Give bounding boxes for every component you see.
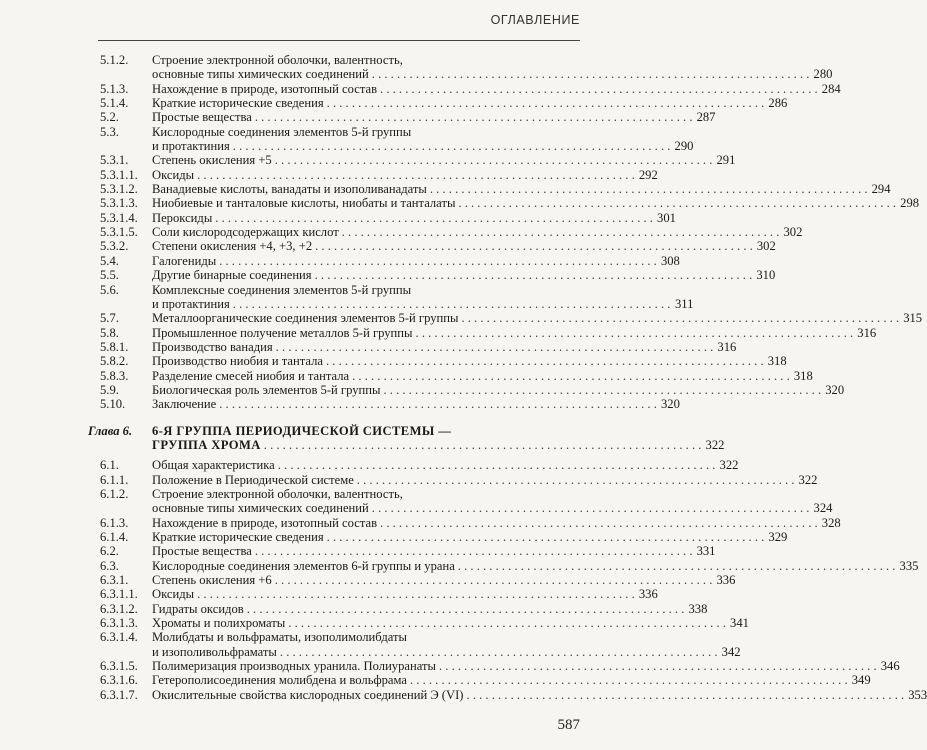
section-number: 5.1.3. <box>100 81 129 96</box>
section-number: 6.3.1.1. <box>100 587 138 602</box>
section-number: 5.3. <box>100 124 119 139</box>
toc-entry <box>100 96 788 111</box>
entry-line <box>152 340 736 354</box>
entry-body <box>152 397 680 411</box>
dot-leader <box>380 516 818 530</box>
entry-page-number: 302 <box>783 225 803 240</box>
toc-entry <box>100 124 694 154</box>
section-number: 6.1. <box>100 458 119 473</box>
entry-line <box>152 424 724 438</box>
dot-leader <box>219 254 657 268</box>
dot-leader <box>276 340 714 354</box>
entry-page-number: 291 <box>716 153 736 168</box>
entry-line <box>152 645 741 659</box>
entry-title: Строение электронной оболочки, валентность, <box>152 486 403 501</box>
dot-leader <box>278 458 716 472</box>
toc-entry <box>100 153 736 168</box>
entry-page-number: 338 <box>688 601 708 616</box>
toc-entry <box>100 167 658 182</box>
dot-leader <box>342 225 780 239</box>
section-number: 6.3.1.7. <box>100 687 138 702</box>
entry-page-number: 302 <box>756 239 776 254</box>
entry-line <box>152 616 749 630</box>
entry-line <box>152 559 918 573</box>
entry-title: и изополивольфраматы <box>152 644 277 659</box>
toc-entry <box>100 687 927 702</box>
entry-title: Галогениды <box>152 253 217 268</box>
dot-leader <box>255 110 693 124</box>
entry-page-number: 308 <box>660 253 680 268</box>
toc-entry <box>100 282 694 312</box>
toc-entry <box>100 630 741 659</box>
entry-title: Пероксиды <box>152 210 213 225</box>
entry-body <box>152 516 841 530</box>
entry-body <box>152 487 832 516</box>
entry-page-number: 316 <box>857 325 877 340</box>
dot-leader <box>233 297 671 311</box>
entry-body <box>152 369 813 383</box>
entry-line <box>152 602 707 616</box>
toc-entry <box>100 368 813 383</box>
toc-entry <box>100 110 716 125</box>
entry-line <box>152 268 775 282</box>
entry-body <box>152 53 832 82</box>
toc-entry <box>100 616 749 631</box>
entry-body <box>152 125 693 154</box>
entry-title: Соли кислородсодержащих кислот <box>152 225 339 240</box>
entry-page-number: 315 <box>903 311 923 326</box>
entry-line <box>152 82 841 96</box>
section-number: 6.2. <box>100 544 119 559</box>
chapter-number: Глава 6. <box>88 423 133 438</box>
entry-title: Заключение <box>152 397 217 412</box>
toc-entry <box>100 239 776 254</box>
page-number: 587 <box>557 717 580 733</box>
entry-title: Строение электронной оболочки, валентность, <box>152 53 403 67</box>
section-number: 5.3.1.4. <box>100 210 138 225</box>
toc-entry <box>100 253 680 268</box>
toc-entry <box>100 339 737 354</box>
section-number: 5.1.4. <box>100 96 129 111</box>
entry-title: основные типы химических соединений <box>152 501 369 516</box>
entry-page-number: 286 <box>768 96 788 111</box>
section-number: 6.1.1. <box>100 472 129 487</box>
section-number: 5.2. <box>100 110 119 125</box>
toc-entry <box>100 486 833 516</box>
entry-title: Гетерополисоединения молибдена и вольфрама <box>152 673 407 688</box>
section-number: 5.7. <box>100 311 119 326</box>
dot-leader <box>352 369 790 383</box>
toc-entry <box>100 515 841 530</box>
entry-page-number: 280 <box>813 67 833 82</box>
entry-title: Кислородные соединения элементов 5-й группы <box>152 124 412 139</box>
entry-title: Степень окисления +6 <box>152 573 272 588</box>
section-number: 6.3. <box>100 558 119 573</box>
entry-line <box>152 673 871 687</box>
section-number: 6.3.1.4. <box>100 630 138 645</box>
entry-line <box>152 211 676 225</box>
entry-line <box>152 168 658 182</box>
entry-title: и протактиния <box>152 139 230 154</box>
toc-chapter-entry <box>88 423 725 453</box>
toc-entry <box>100 182 891 197</box>
entry-page-number: 294 <box>871 182 891 197</box>
entry-page-number: 284 <box>821 81 841 96</box>
dot-leader <box>247 602 685 616</box>
entry-body <box>152 573 735 587</box>
entry-body <box>152 673 871 687</box>
entry-page-number: 342 <box>721 644 741 659</box>
entry-title: Степени окисления +4, +3, +2 <box>152 239 313 254</box>
entry-body <box>152 354 787 368</box>
entry-body <box>152 544 715 558</box>
section-number: 6.3.1.6. <box>100 673 138 688</box>
entry-page-number: 328 <box>821 515 841 530</box>
entry-body <box>152 688 927 702</box>
entry-body <box>152 168 658 182</box>
entry-line <box>152 473 817 487</box>
entry-body <box>152 340 736 354</box>
section-number: 5.8.1. <box>100 339 129 354</box>
entry-line <box>152 383 844 397</box>
section-number: 5.3.1. <box>100 153 129 168</box>
entry-page-number: 322 <box>798 472 818 487</box>
entry-body <box>152 82 841 96</box>
entry-line <box>152 297 693 311</box>
entry-page-number: 346 <box>880 659 900 674</box>
dot-leader <box>315 268 753 282</box>
dot-leader <box>439 659 877 673</box>
entry-body <box>152 182 891 196</box>
dot-leader <box>215 211 653 225</box>
entry-title: Полимеризация производных уранила. Полиуранаты <box>152 659 436 674</box>
entry-line <box>152 110 715 124</box>
dot-leader <box>458 559 896 573</box>
entry-title: Гидраты оксидов <box>152 601 244 616</box>
entry-body <box>152 225 802 239</box>
toc-entry <box>100 601 708 616</box>
entry-line <box>152 487 832 501</box>
entry-line <box>152 239 776 253</box>
toc-entry <box>100 210 676 225</box>
entry-line <box>152 587 658 601</box>
entry-page-number: 301 <box>657 210 676 225</box>
entry-line <box>152 139 693 153</box>
dot-leader <box>467 688 905 702</box>
running-header-title: ОГЛАВЛЕНИЕ <box>490 13 580 27</box>
page-header <box>0 0 600 44</box>
entry-line <box>152 283 693 297</box>
entry-title: Разделение смесей ниобия и тантала <box>152 368 350 383</box>
entry-title: Металлоорганические соединения элементов 5-й группы <box>152 311 459 326</box>
toc-entry <box>100 472 818 487</box>
entry-body <box>152 530 787 544</box>
entry-line <box>152 688 927 702</box>
entry-title: Хроматы и полихроматы <box>152 616 286 631</box>
entry-title: основные типы химических соединений <box>152 67 369 82</box>
entry-title: Положение в Периодической системе <box>152 472 354 487</box>
entry-title: Оксиды <box>152 167 195 182</box>
entry-page-number: 353 <box>908 687 927 702</box>
entry-line <box>152 573 735 587</box>
entry-page-number: 292 <box>638 167 658 182</box>
dot-leader <box>357 473 795 487</box>
entry-page-number: 311 <box>674 296 694 311</box>
entry-title: Ниобиевые и танталовые кислоты, ниобаты и танталаты <box>152 196 456 211</box>
entry-body <box>152 211 676 225</box>
dot-leader <box>197 168 635 182</box>
entry-line <box>152 125 693 139</box>
entry-line <box>152 544 715 558</box>
section-number: 6.3.1. <box>100 573 129 588</box>
dot-leader <box>315 239 753 253</box>
dot-leader <box>326 354 764 368</box>
entry-line <box>152 96 787 110</box>
dot-leader <box>280 645 718 659</box>
toc-entry <box>100 53 833 82</box>
entry-title: Комплексные соединения элементов 5-й группы <box>152 282 412 297</box>
entry-title: Промышленное получение металлов 5-й группы <box>152 325 413 340</box>
entry-body <box>152 458 738 472</box>
toc-entry <box>100 311 923 326</box>
dot-leader <box>372 67 810 81</box>
toc-entry <box>100 196 920 211</box>
entry-line <box>152 458 738 472</box>
section-number: 5.5. <box>100 268 119 283</box>
toc-entry <box>100 397 680 412</box>
entry-title: Производство ванадия <box>152 339 273 354</box>
entry-title: и протактиния <box>152 296 230 311</box>
entry-page-number: 318 <box>767 354 787 369</box>
chapter-spacer <box>100 412 490 424</box>
toc-entry <box>100 544 716 559</box>
entry-body <box>152 630 741 659</box>
entry-title: 6-Я ГРУППА ПЕРИОДИЧЕСКОЙ СИСТЕМЫ — <box>152 423 452 438</box>
dot-leader <box>219 397 657 411</box>
toc-entry <box>100 530 788 544</box>
toc-entry <box>100 573 736 588</box>
entry-title: ГРУППА ХРОМА <box>152 437 261 452</box>
section-number: 5.1.2. <box>100 53 129 67</box>
section-number: 5.10. <box>100 397 126 412</box>
entry-page-number: 316 <box>717 339 737 354</box>
entry-title: Оксиды <box>152 587 195 602</box>
entry-title: Окислительные свойства кислородных соединений Э (VI) <box>152 687 464 702</box>
section-number: 6.1.4. <box>100 530 129 544</box>
entry-body <box>152 254 680 268</box>
entry-line <box>152 326 876 340</box>
section-number: 5.4. <box>100 253 119 268</box>
entry-title: Общая характеристика <box>152 458 275 473</box>
entry-body <box>152 383 844 397</box>
dot-leader <box>410 673 848 687</box>
dot-leader <box>197 587 635 601</box>
entry-title: Краткие исторические сведения <box>152 530 324 544</box>
dot-leader <box>380 82 818 96</box>
entry-page-number: 336 <box>638 587 658 602</box>
section-number: 6.1.2. <box>100 486 129 501</box>
entry-body <box>152 96 787 110</box>
dot-leader <box>372 501 810 515</box>
entry-page-number: 331 <box>696 544 716 559</box>
entry-line <box>152 530 787 544</box>
entry-page-number: 329 <box>768 530 788 544</box>
section-number: 6.3.1.5. <box>100 659 138 674</box>
entry-body <box>152 659 900 673</box>
entry-title: Нахождение в природе, изотопный состав <box>152 81 378 96</box>
toc-entry <box>100 325 877 340</box>
entry-page-number: 322 <box>705 437 725 452</box>
dot-leader <box>461 311 899 325</box>
dot-leader <box>383 383 821 397</box>
entry-line <box>152 369 813 383</box>
entry-page-number: 336 <box>716 573 736 588</box>
section-number: 5.8. <box>100 325 119 340</box>
entry-title: Простые вещества <box>152 110 252 125</box>
section-number: 5.6. <box>100 282 119 297</box>
entry-title: Кислородные соединения элементов 6-й группы и урана <box>152 558 455 573</box>
toc-entry <box>100 558 919 573</box>
section-number: 5.9. <box>100 382 119 397</box>
entry-body <box>152 616 749 630</box>
entry-page-number: 320 <box>660 397 680 412</box>
entry-line <box>152 153 735 167</box>
entry-title: Молибдаты и вольфраматы, изополимолибдаты <box>152 630 407 645</box>
entry-title: Нахождение в природе, изотопный состав <box>152 515 378 530</box>
toc-entry <box>100 659 900 674</box>
toc-entry <box>100 354 787 369</box>
entry-line <box>152 53 832 67</box>
entry-line <box>152 196 919 210</box>
entry-page-number: 318 <box>793 368 813 383</box>
entry-line <box>152 397 680 411</box>
entry-line <box>152 516 841 530</box>
entry-line <box>152 182 891 196</box>
entry-title: Ванадиевые кислоты, ванадаты и изополиванадаты <box>152 182 427 197</box>
entry-title: Простые вещества <box>152 544 252 559</box>
dot-leader <box>275 573 713 587</box>
entry-page-number: 349 <box>851 673 871 688</box>
entry-page-number: 320 <box>825 382 845 397</box>
entry-line <box>152 354 787 368</box>
entry-body <box>152 268 775 282</box>
dot-leader <box>255 544 693 558</box>
section-number: 6.1.3. <box>100 515 129 530</box>
dot-leader <box>288 616 726 630</box>
entry-page-number: 298 <box>900 196 920 211</box>
entry-line <box>152 659 900 673</box>
entry-page-number: 324 <box>813 501 833 516</box>
toc-entry <box>100 458 739 473</box>
section-number: 6.3.1.3. <box>100 616 138 631</box>
toc-entry <box>100 587 658 602</box>
dot-leader <box>233 139 671 153</box>
table-of-contents <box>88 53 927 702</box>
section-number: 6.3.1.2. <box>100 601 138 616</box>
entry-title: Краткие исторические сведения <box>152 96 324 111</box>
toc-entry <box>100 268 776 283</box>
entry-line <box>152 225 802 239</box>
entry-line <box>152 630 741 644</box>
entry-page-number: 341 <box>730 616 749 631</box>
entry-line <box>152 67 832 81</box>
dot-leader <box>458 196 896 210</box>
section-number: 5.3.1.3. <box>100 196 138 211</box>
toc-entry <box>100 81 841 96</box>
entry-body <box>152 424 724 453</box>
dot-leader <box>327 96 765 110</box>
entry-title: Биологическая роль элементов 5-й группы <box>152 382 381 397</box>
entry-title: Другие бинарные соединения <box>152 268 312 283</box>
entry-body <box>152 196 919 210</box>
entry-body <box>152 559 918 573</box>
dot-leader <box>275 153 713 167</box>
toc-entry <box>100 382 845 397</box>
entry-body <box>152 283 693 312</box>
entry-body <box>152 239 776 253</box>
entry-page-number: 322 <box>719 458 739 473</box>
entry-body <box>152 311 922 325</box>
entry-line <box>152 438 724 452</box>
entry-body <box>152 587 658 601</box>
entry-page-number: 290 <box>674 139 694 154</box>
toc-entry <box>100 225 803 240</box>
entry-page-number: 287 <box>696 110 716 125</box>
section-number: 5.3.1.2. <box>100 182 138 197</box>
entry-body <box>152 153 735 167</box>
dot-leader <box>416 326 854 340</box>
section-number: 5.3.1.1. <box>100 167 138 182</box>
section-number: 5.3.1.5. <box>100 225 138 240</box>
dot-leader <box>264 438 702 452</box>
section-number: 5.3.2. <box>100 239 129 254</box>
entry-line <box>152 501 832 515</box>
entry-body <box>152 602 707 616</box>
toc-entry <box>100 673 871 688</box>
entry-line <box>152 311 922 325</box>
entry-body <box>152 326 876 340</box>
section-number: 5.8.3. <box>100 368 129 383</box>
entry-body <box>152 473 817 487</box>
entry-body <box>152 110 715 124</box>
dot-leader <box>327 530 765 544</box>
entry-line <box>152 254 680 268</box>
entry-title: Степень окисления +5 <box>152 153 272 168</box>
dot-leader <box>430 182 868 196</box>
entry-title: Производство ниобия и тантала <box>152 354 323 369</box>
section-number: 5.8.2. <box>100 354 129 369</box>
entry-page-number: 335 <box>899 558 919 573</box>
header-rule <box>98 40 580 41</box>
entry-page-number: 310 <box>756 268 776 283</box>
